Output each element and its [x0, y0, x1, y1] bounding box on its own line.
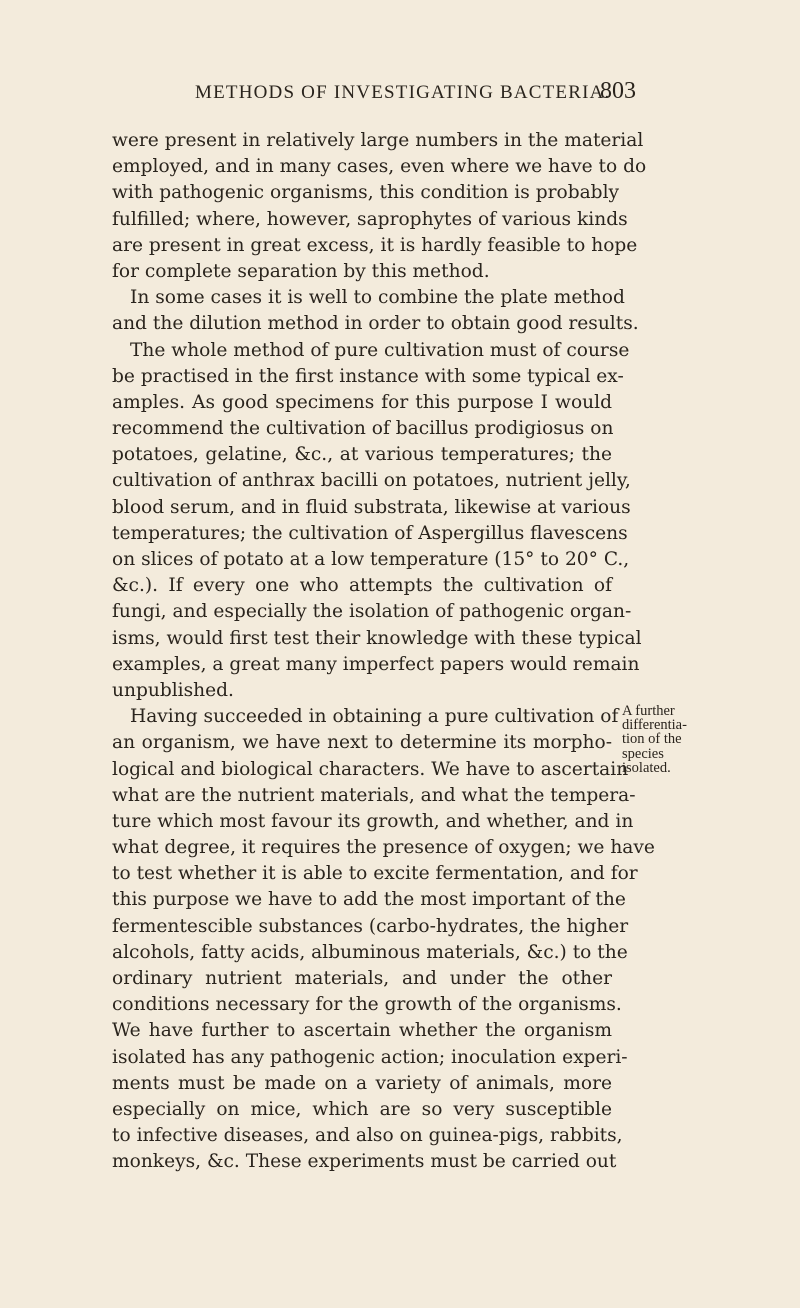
margin-note-line: tion of the: [622, 731, 682, 748]
text-line: an organism, we have next to determine its morpho-: [112, 732, 612, 754]
text-line: temperatures; the cultivation of Aspergillus flavescens: [112, 522, 628, 544]
text-line: what are the nutrient materials, and what the tempera-: [112, 784, 636, 806]
text-line: examples, a great many imperfect papers would remain: [112, 653, 640, 675]
text-line: blood serum, and in fluid substrata, likewise at various: [112, 496, 631, 518]
margin-note: [622, 704, 722, 775]
text-line: Having succeeded in obtaining a pure cultivation of: [130, 706, 619, 728]
text-line: amples. As good specimens for this purpose I would: [112, 391, 612, 413]
margin-note-line: differentia-: [622, 717, 687, 734]
text-line: ments must be made on a variety of animals, more: [112, 1072, 612, 1094]
running-head-title: METHODS OF INVESTIGATING BACTERIA.: [195, 82, 611, 103]
text-line: unpublished.: [112, 679, 234, 701]
text-line: potatoes, gelatine, &c., at various temperatures; the: [112, 444, 612, 466]
text-line: especially on mice, which are so very susceptible: [112, 1098, 612, 1120]
page-number: 803: [600, 78, 636, 104]
text-line: logical and biological characters. We have to ascertain: [112, 758, 629, 780]
text-line: recommend the cultivation of bacillus prodigiosus on: [112, 418, 614, 440]
text-line: and the dilution method in order to obtain good results.: [112, 313, 639, 335]
text-line: monkeys, &c. These experiments must be carried out: [112, 1151, 617, 1173]
margin-note-line: A further: [622, 703, 675, 719]
text-line: for complete separation by this method.: [112, 260, 490, 282]
text-line: The whole method of pure cultivation must of course: [130, 339, 630, 361]
text-line: conditions necessary for the growth of the organisms.: [112, 994, 622, 1016]
text-line: isms, would first test their knowledge with these typical: [112, 627, 642, 649]
text-line: are present in great excess, it is hardly feasible to hope: [112, 234, 638, 256]
text-line: ordinary nutrient materials, and under the other: [112, 968, 612, 989]
text-line: employed, and in many cases, even where we have to do: [112, 156, 647, 178]
text-line: fungi, and especially the isolation of pathogenic organ-: [112, 601, 632, 623]
text-line: isolated has any pathogenic action; inoculation experi-: [112, 1046, 628, 1068]
text-line: ture which most favour its growth, and whether, and in: [112, 810, 634, 832]
text-line: were present in relatively large numbers in the material: [112, 130, 644, 151]
text-line: to infective diseases, and also on guinea-pigs, rabbits,: [112, 1125, 623, 1147]
text-line: fermentescible substances (carbo-hydrates, the higher: [112, 915, 629, 937]
text-line: In some cases it is well to combine the plate method: [130, 287, 625, 309]
text-line: this purpose we have to add the most important of the: [112, 889, 626, 911]
text-line: We have further to ascertain whether the organism: [112, 1020, 612, 1042]
text-line: with pathogenic organisms, this condition is probably: [112, 182, 620, 204]
text-line: alcohols, fatty acids, albuminous materials, &c.) to the: [112, 941, 628, 963]
running-head: [0, 78, 800, 112]
text-line: what degree, it requires the presence of oxygen; we have: [112, 837, 655, 859]
text-line: &c.). If every one who attempts the cultivation of: [112, 575, 612, 597]
text-line: be practised in the first instance with some typical ex-: [112, 365, 624, 387]
text-line: on slices of potato at a low temperature (15° to 20° C.,: [112, 549, 630, 570]
margin-note-line: isolated.: [622, 759, 671, 776]
text-line: cultivation of anthrax bacilli on potatoes, nutrient jelly,: [112, 470, 631, 492]
text-line: fulfilled; where, however, saprophytes of various kinds: [112, 208, 628, 230]
margin-note-line: species: [622, 745, 664, 762]
text-line: to test whether it is able to excite fermentation, and for: [112, 863, 638, 885]
